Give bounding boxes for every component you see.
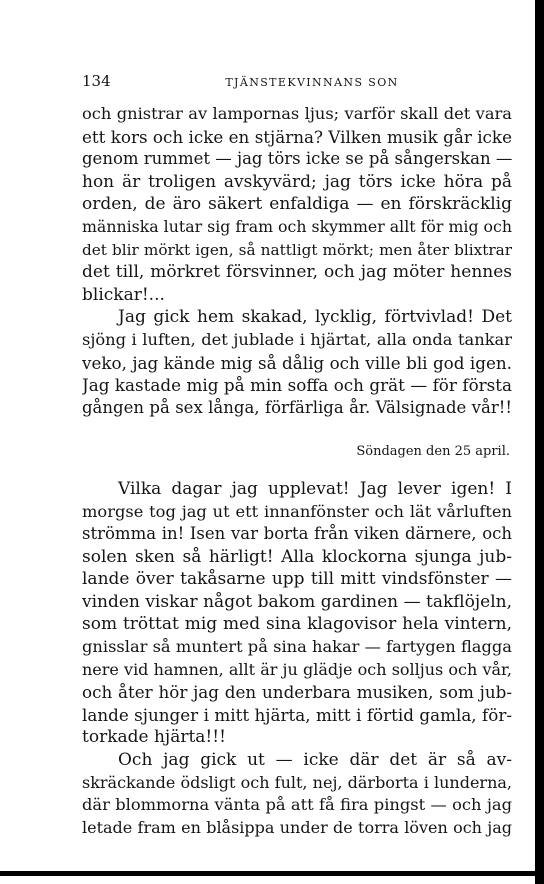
- text-line: Jag gick hem skakad, lycklig, förtvivlad! Det: [118, 307, 512, 328]
- diary-dateline: Söndagen den 25 april.: [356, 444, 510, 460]
- page-edge-rule-right: [535, 0, 544, 884]
- text-line: det till, mörkret försvinner, och jag möter hennes: [82, 262, 512, 283]
- text-line: strömma in! Isen var borta från viken därnere, och: [82, 524, 512, 544]
- text-line: Jag kastade mig på min soffa och grät — för första: [82, 375, 512, 396]
- paragraph-4: [82, 749, 512, 839]
- running-title: TJÄNSTEKVINNANS SON: [225, 76, 399, 89]
- text-line: blickar!...: [82, 284, 165, 305]
- text-line: veko, jag kände mig så dålig och ville bli god igen.: [82, 352, 512, 373]
- text-line: som tröttat mig med sina klagovisor hela vintern,: [82, 614, 512, 635]
- text-line: skräckande ödsligt och fult, nej, därborta i lunderna,: [82, 772, 512, 792]
- text-line: det blir mörkt igen, så nattligt mörkt; men åter blixtrar: [82, 240, 512, 259]
- page-header: [82, 72, 512, 92]
- page-edge-rule-bottom: [0, 871, 535, 876]
- text-line: ett kors och icke en stjärna? Vilken musik går icke: [82, 126, 512, 147]
- text-line: lande över takåsarne upp till mitt vindsfönster —: [82, 569, 512, 590]
- text-line: genom rummet — jag törs icke se på sångerskan —: [82, 149, 512, 169]
- body-text: [82, 103, 512, 839]
- text-line: orden, de äro säkert enfaldiga — en förskräcklig: [82, 194, 512, 215]
- text-line: morgse tog jag ut ett innanfönster och lät vårluften: [82, 501, 512, 521]
- text-line: och åter hör jag den underbara musiken, som jub-: [82, 682, 512, 703]
- text-line: och gnistrar av lampornas ljus; varför skall det vara: [82, 104, 512, 123]
- text-line: Och jag gick ut — icke där det är så av-: [118, 750, 512, 771]
- text-line: människa lutar sig fram och skymmer allt för mig och: [82, 216, 512, 236]
- text-line: nere vid hamnen, allt är ju glädje och solljus och vår,: [82, 659, 512, 679]
- text-line: Vilka dagar jag upplevat! Jag lever igen! I: [118, 478, 512, 499]
- paragraph-3: [82, 478, 512, 749]
- text-line: lande sjunger i mitt hjärta, mitt i förtid gamla, för-: [82, 704, 512, 725]
- text-line: gnisslar så muntert på sina hakar — fartygen flagga: [82, 637, 512, 657]
- text-line: sjöng i luften, det jublade i hjärtat, alla onda tankar: [82, 329, 512, 349]
- text-line: torkade hjärta!!!: [82, 727, 226, 748]
- text-line: vinden viskar något bakom gardinen — takflöjeln,: [82, 591, 512, 612]
- paragraph-1: [82, 103, 512, 306]
- page-number: 134: [82, 72, 111, 90]
- paragraph-2: [82, 306, 512, 419]
- text-line: solen sken så härligt! Alla klockorna sjunga jub-: [82, 546, 512, 567]
- text-line: gången på sex långa, förfärliga år. Välsignade vår!!: [82, 397, 512, 417]
- text-line: där blommorna vänta på att få fira pingst — och jag: [82, 795, 512, 815]
- text-line: hon är troligen avskyvärd; jag törs icke höra på: [82, 171, 512, 192]
- text-line: letade fram en blåsippa under de torra löven och jag: [82, 817, 512, 837]
